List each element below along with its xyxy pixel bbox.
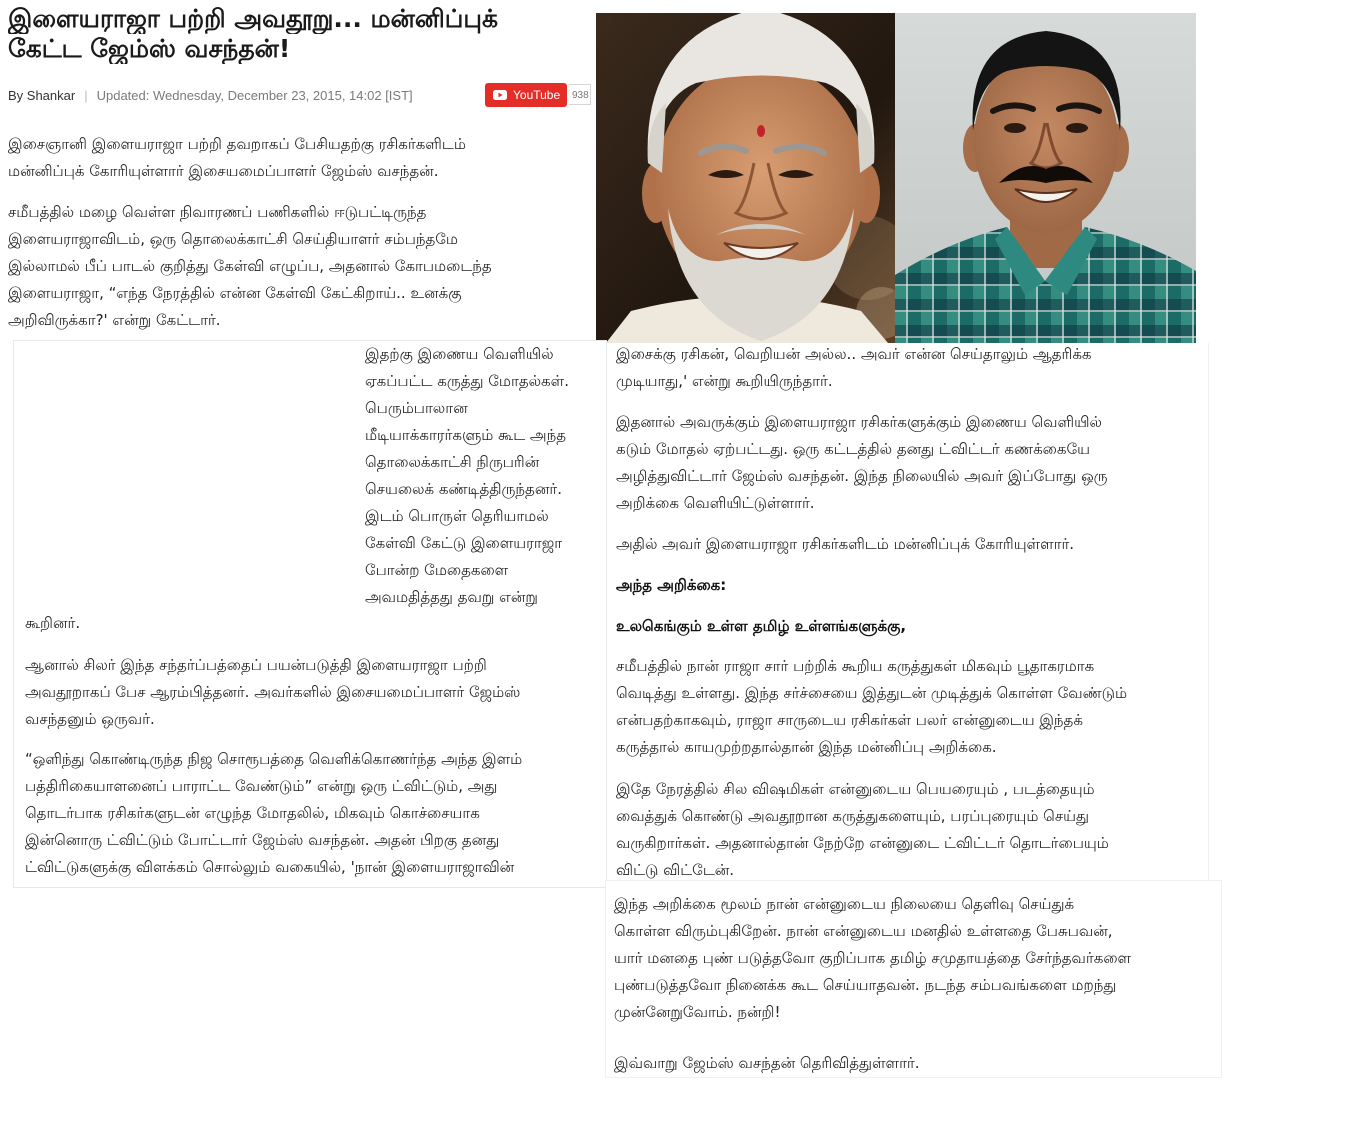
text-line: பெரும்பாலான [365,399,468,417]
text-line: இதற்கு இணைய வெளியில் [365,345,554,363]
text-line: இடம் பொருள் தெரியாமல் [365,507,549,525]
text-line: இதனால் அவருக்கும் இளையராஜா ரசிகர்களுக்கும் இணைய வெளியில் [616,413,1102,431]
text-line: தொடர்பாக ரசிகர்களுடன் எழுந்த மோதலில், மிகவும் கொச்சையாக [25,804,480,822]
statement-salutation [616,613,1206,640]
article-paragraph [25,746,600,881]
article-paragraph [616,341,1206,395]
text-line: தொலைக்காட்சி நிருபரின் [365,453,540,471]
text-line: அதில் அவர் இளையராஜா ரசிகர்களிடம் மன்னிப்புக் கோரியுள்ளார். [616,535,1075,553]
text-line: அந்த அறிக்கை: [616,576,727,594]
article-paragraph [614,1050,1214,1077]
statement-heading [616,572,1206,599]
updated-timestamp: Updated: Wednesday, December 23, 2015, 14:02 [IST] [96,88,413,103]
text-line: அவமதித்தது தவறு என்று [365,588,538,606]
text-line: கருத்தால் காயமுற்றதால்தான் இந்த மன்னிப்பு அறிக்கை. [616,738,997,756]
text-line: விட்டு விட்டேன். [616,861,735,879]
article-right-column [605,343,1209,880]
text-line: முடியாது,' என்று கூறியிருந்தார். [616,372,833,390]
article-paragraph [25,652,600,733]
text-line: அழித்துவிட்டார் ஜேம்ஸ் வசந்தன். இந்த நிலையில் அவர் இப்போது ஒரு [616,467,1108,485]
subscriber-count: 938 [569,84,591,105]
text-line: புண்படுத்தவோ நினைக்க கூட செய்யாதவன். நடந்த சம்பவங்களை மறந்து [614,976,1117,994]
text-line: வசந்தனும் ஒருவர். [25,710,155,728]
text-line: அவதூறாகப் பேச ஆரம்பித்தனர். அவர்களில் இசையமைப்பாளர் ஜேம்ஸ் [25,683,521,701]
portrait-photo-ilaiyaraaja [596,13,895,343]
portrait-photo-james-vasanthan [895,13,1196,343]
text-line: முன்னேறுவோம். நன்றி! [614,1003,781,1021]
text-line: வைத்துக் கொண்டு அவதூறான கருத்துகளையும், பரப்புரையும் செய்து [616,807,1090,825]
text-line: இளையராஜா, “எந்த நேரத்தில் என்ன கேள்வி கேட்கிறாய்.. உனக்கு [8,284,462,302]
title-line: கேட்ட ஜேம்ஸ் வசந்தன்! [8,34,291,63]
text-line: கடும் மோதல் ஏற்பட்டது. ஒரு கட்டத்தில் தனது ட்விட்டர் கணக்கையே [616,440,1090,458]
article-paragraph [614,891,1218,1026]
text-line: அறிக்கை வெளியிட்டுள்ளார். [616,494,815,512]
text-line: இந்த அறிக்கை மூலம் நான் என்னுடைய நிலையை தெளிவு செய்துக் [614,895,1075,913]
text-line: செயலைக் கண்டித்திருந்தனர். [365,480,562,498]
text-line: “ஒளிந்து கொண்டிருந்த நிஜ சொரூபத்தை வெளிக்கொணர்ந்த அந்த இளம் [25,750,523,768]
byline [8,87,478,105]
title-line: இளையராஜா பற்றி அவதூறு... மன்னிப்புக் [8,4,499,33]
text-line: சமீபத்தில் மழை வெள்ள நிவாரணப் பணிகளில் ஈடுபட்டிருந்த [8,203,427,221]
article-paragraph [616,409,1206,517]
text-line: இசைக்கு ரசிகன், வெறியன் அல்ல.. அவர் என்ன செய்தாலும் ஆதரிக்க [616,345,1092,363]
text-line: கொள்ள விரும்புகிறேன். நான் என்னுடைய மனதில் உள்ளதை பேசுபவன், [614,922,1113,940]
text-line: வருகிறார்கள். அதனால்தான் நேற்றே என்னுடை ட்விட்டர் தொடர்பையும் [616,834,1109,852]
text-line: இளையராஜாவிடம், ஒரு தொலைக்காட்சி செய்தியாளர் சம்பந்தமே [8,230,458,248]
text-line: இவ்வாறு ஜேம்ஸ் வசந்தன் தெரிவித்துள்ளார். [614,1054,920,1072]
byline-separator: | [84,88,88,103]
article-paragraph [8,199,593,334]
article-continuation-block [13,340,607,888]
article-paragraph [616,776,1208,884]
text-line: மீடியாக்காரர்களும் கூட அந்த [365,426,566,444]
text-line: இன்னொரு ட்விட்டும் போட்டார் ஜேம்ஸ் வசந்தன். அதன் பிறகு தனது [25,831,500,849]
article-paragraph [616,653,1208,761]
blank-ad-space [14,341,359,607]
text-line: கேள்வி கேட்டு இளையராஜா [365,534,563,552]
text-line: கூறினர். [25,614,81,632]
text-line: அறிவிருக்கா?' என்று கேட்டார். [8,311,221,329]
text-line: இல்லாமல் பீப் பாடல் குறித்து கேள்வி எழுப்ப, அதனால் கோபமடைந்த [8,257,492,275]
text-line: யார் மனதை புண் படுத்தவோ குறிப்பாக தமிழ் சமுதாயத்தை சேர்ந்தவர்களை [614,949,1132,967]
text-line: இதே நேரத்தில் சில விஷமிகள் என்னுடைய பெயரையும் , படத்தையும் [616,780,1095,798]
author-name: By Shankar [8,88,76,103]
text-line: வெடித்து உள்ளது. இந்த சர்ச்சையை இத்துடன் முடித்துக் கொள்ள வேண்டும் [616,684,1128,702]
text-line: உலகெங்கும் உள்ள தமிழ் உள்ளங்களுக்கு, [616,617,907,635]
text-line: என்பதற்காகவும், ராஜா சாருடைய ரசிகர்கள் பலர் என்னுடைய இந்தக் [616,711,1083,729]
text-line: பத்திரிகையாளனைப் பாராட்ட வேண்டும்” என்று ஒரு ட்விட்டும், அது [25,777,498,795]
article-statement-block [605,880,1222,1078]
text-line: மன்னிப்புக் கோரியுள்ளார் இசையமைப்பாளர் ஜேம்ஸ் வசந்தன். [8,162,439,180]
text-line: போன்ற மேதைகளை [365,561,509,579]
text-line: ஆனால் சிலர் இந்த சந்தர்ப்பத்தைப் பயன்படுத்தி இளையராஜா பற்றி [25,656,487,674]
text-line: சமீபத்தில் நான் ராஜா சார் பற்றிக் கூறிய கருத்துகள் மிகவும் பூதாகரமாக [616,657,1095,675]
article-title [8,4,590,64]
youtube-label: YouTube [513,88,561,102]
text-line: ட்விட்டுகளுக்கு விளக்கம் சொல்லும் வகையில், 'நான் இளையராஜாவின் [25,858,515,876]
text-line: ஏகப்பட்ட கருத்து மோதல்கள். [365,372,569,390]
text-line: இசைஞானி இளையராஜா பற்றி தவறாகப் பேசியதற்கு ரசிகர்களிடம் [8,135,466,153]
article-paragraph [8,131,593,185]
article-paragraph [25,610,585,637]
youtube-play-icon [493,90,507,100]
article-paragraph [365,341,603,611]
article-paragraph [616,531,1206,558]
youtube-subscribe-button[interactable] [485,83,567,107]
